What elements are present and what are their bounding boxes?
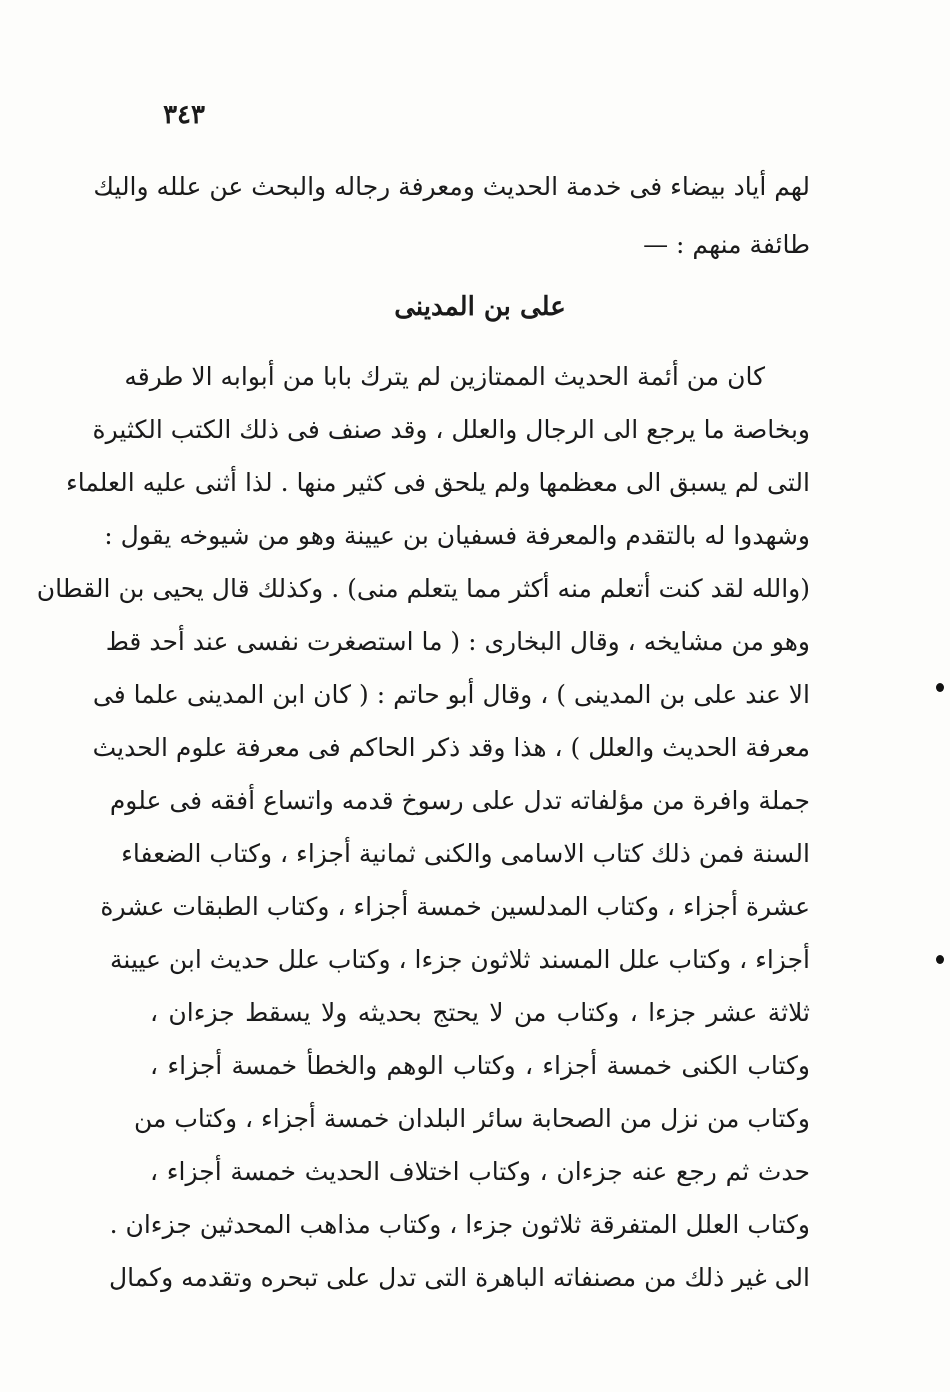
body-line: الى غير ذلك من مصنفاته الباهرة التى تدل على تبحره وتقدمه وكمال xyxy=(108,1263,810,1292)
body-paragraph xyxy=(36,350,810,1304)
body-line: وبخاصة ما يرجع الى الرجال والعلل ، وقد صنف فى ذلك الكتب الكثيرة xyxy=(92,415,810,444)
body-line: السنة فمن ذلك كتاب الاسامى والكنى ثمانية أجزاء ، وكتاب الضعفاء xyxy=(121,839,810,868)
section-heading: على بن المدينى xyxy=(394,292,566,322)
body-line: جملة وافرة من مؤلفاته تدل على رسوخ قدمه واتساع أفقه فى علوم xyxy=(109,786,810,815)
body-line: وكتاب الكنى خمسة أجزاء ، وكتاب الوهم والخطأ خمسة أجزاء ، xyxy=(150,1051,810,1080)
intro-paragraph xyxy=(93,158,810,274)
intro-line: طائفة منهم : — xyxy=(643,230,810,259)
body-line: (والله لقد كنت أتعلم منه أكثر مما يتعلم منى) . وكذلك قال يحيى بن القطان xyxy=(36,574,810,603)
body-line: حدث ثم رجع عنه جزءان ، وكتاب اختلاف الحديث خمسة أجزاء ، xyxy=(150,1157,810,1186)
body-line: كان من أئمة الحديث الممتازين لم يترك بابا من أبوابه الا طرقه xyxy=(124,362,765,391)
body-line: الا عند على بن المدينى ) ، وقال أبو حاتم : ( كان ابن المدينى علما فى xyxy=(92,680,810,709)
body-line: وشهدوا له بالتقدم والمعرفة فسفيان بن عيينة وهو من شيوخه يقول : xyxy=(104,521,810,550)
margin-mark xyxy=(936,955,944,964)
body-line: وهو من مشايخه ، وقال البخارى : ( ما استصغرت نفسى عند أحد قط xyxy=(105,627,810,656)
body-line: ثلاثة عشر جزءا ، وكتاب من لا يحتج بحديثه ولا يسقط جزءان ، xyxy=(150,998,810,1027)
body-line: التى لم يسبق الى معظمها ولم يلحق فى كثير منها . لذا أثنى عليه العلماء xyxy=(65,468,810,497)
body-line: وكتاب العلل المتفرقة ثلاثون جزءا ، وكتاب مذاهب المحدثين جزءان . xyxy=(109,1210,810,1239)
intro-line: لهم أياد بيضاء فى خدمة الحديث ومعرفة رجاله والبحث عن علله واليك xyxy=(93,172,810,201)
body-line: معرفة الحديث والعلل ) ، هذا وقد ذكر الحاكم فى معرفة علوم الحديث xyxy=(92,733,810,762)
body-line: وكتاب من نزل من الصحابة سائر البلدان خمسة أجزاء ، وكتاب من xyxy=(133,1104,810,1133)
margin-mark xyxy=(936,683,944,692)
body-line: عشرة أجزاء ، وكتاب المدلسين خمسة أجزاء ، وكتاب الطبقات عشرة xyxy=(100,892,810,921)
body-line: أجزاء ، وكتاب علل المسند ثلاثون جزءا ، وكتاب علل حديث ابن عيينة xyxy=(110,945,810,974)
page-number: ٣٤٣ xyxy=(163,100,205,130)
